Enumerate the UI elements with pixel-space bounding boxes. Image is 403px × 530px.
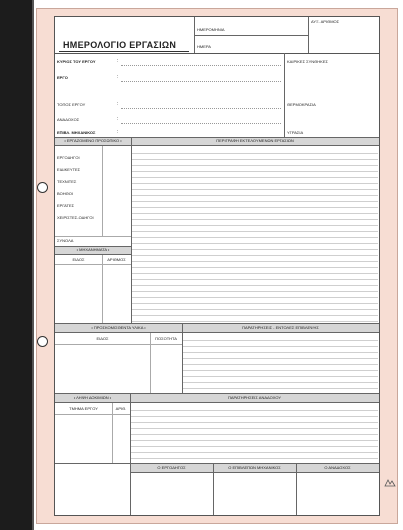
engineer-colon: : [117, 129, 119, 135]
samples-header: • ΛΗΨΗ ΔΟΚΙΜΙΩΝ • [73, 395, 112, 400]
machinery-type-column: ΕΙΔΟΣ [72, 257, 85, 262]
supervision-writing-lines[interactable] [183, 335, 378, 392]
location-field[interactable] [121, 108, 281, 109]
owner-colon: : [117, 58, 119, 64]
machinery-number-column: ΑΡΙΘΜΟΣ [107, 257, 126, 262]
contractor-colon: : [117, 116, 119, 122]
materials-column-divider [150, 333, 151, 393]
punch-hole-top [37, 182, 48, 193]
materials-header: • ΠΡΟΣΚΟΜΙΣΘΕΝΤΑ ΥΛΙΚΑ • [91, 325, 146, 330]
staff-row-6: ΧΕΙΡΙΣΤΕΣ-ΟΔΗΓΟΙ [57, 215, 94, 220]
staff-row-5: ΕΡΓΑΤΕΣ [57, 203, 75, 208]
materials-type-column: ΕΙΔΟΣ [96, 336, 109, 341]
project-label: ΕΡΓΟ [57, 75, 68, 80]
machinery-header: • ΜΗΧΑΝΗΜΑΤΑ • [76, 247, 110, 252]
staff-total-line [55, 236, 131, 237]
day-label: ΗΜΕΡΑ [197, 44, 211, 49]
engineer-signature-box[interactable] [214, 474, 296, 514]
samples-number-column: ΑΡΙΘ. [115, 406, 127, 411]
work-diary-form [54, 16, 380, 516]
samples-header-line [55, 414, 130, 415]
machinery-column-divider [102, 255, 103, 323]
date-label: ΗΜΕΡΟΜΗΝΙΑ [197, 27, 225, 32]
samples-column-divider [112, 403, 113, 463]
description-writing-lines[interactable] [132, 148, 378, 322]
punch-hole-bottom [37, 336, 48, 347]
location-colon: : [117, 101, 119, 107]
owner-field[interactable] [121, 65, 281, 66]
publisher-logo-icon [384, 478, 396, 488]
signatures-left-line [55, 463, 130, 464]
owner-label: ΚΥΡΙΟΣ ΤΟΥ ΕΡΓΟΥ [57, 59, 96, 64]
engineer-signature-label: Ο ΕΠΙΒΛΕΠΩΝ ΜΗΧΑΝΙΚΟΣ [228, 465, 281, 470]
samples-section-column: ΤΜΗΜΑ ΕΡΓΟΥ [69, 406, 98, 411]
binding-edge [32, 0, 34, 530]
weather-label: ΚΑΙΡΙΚΕΣ ΣΥΝΘΗΚΕΣ [287, 59, 328, 64]
staff-total-label: ΣΥΝΟΛΑ [57, 238, 74, 243]
staff-row-4: ΒΟΗΘΟΙ [57, 191, 74, 196]
materials-quantity-column: ΠΟΣΟΤΗΤΑ [155, 336, 177, 341]
project-field[interactable] [121, 81, 281, 82]
machinery-header-line [55, 264, 131, 265]
serial-number-label: ΑΥΞ. ΑΡΙΘΜΟΣ [311, 19, 340, 24]
contractor-label: ΑΝΑΔΟΧΟΣ [57, 117, 80, 122]
humidity-label: ΥΓΡΑΣΙΑ [287, 130, 304, 135]
header-bottom-line [55, 53, 379, 54]
description-header: ΠΕΡΙΓΡΑΦΗ ΕΚΤΕΛΟΥΜΕΝΩΝ ΕΡΓΑΣΙΩΝ [216, 138, 294, 143]
foreman-signature-box[interactable] [131, 474, 213, 514]
staff-row-3: ΤΕΧΝΙΤΕΣ [57, 179, 77, 184]
header-mid-line [194, 35, 308, 36]
project-colon: : [117, 74, 119, 80]
staff-header: • ΕΡΓΑΖΟΜΕΝΟ ΠΡΟΣΩΠΙΚΟ • [64, 138, 122, 143]
form-title: ΗΜΕΡΟΛΟΓΙΟ ΕΡΓΑΣΙΩΝ [63, 40, 177, 50]
contractor-signature-label: Ο ΑΝΑΔΟΧΟΣ [324, 465, 351, 470]
staff-row-1: ΕΡΓΟΔΗΓΟΙ [57, 155, 80, 160]
location-label: ΤΟΠΟΣ ΕΡΓΟΥ [57, 102, 86, 107]
staff-row-2: ΕΙΔΙΚΕΥΤΕΣ [57, 167, 81, 172]
materials-header-line [55, 344, 182, 345]
contractor-writing-lines[interactable] [131, 405, 378, 462]
supervision-notes-header: ΠΑΡΑΤΗΡΗΣΕΙΣ - ΕΝΤΟΛΕΣ ΕΠΙΒΛΕΨΗΣ [242, 325, 319, 330]
contractor-field[interactable] [121, 123, 281, 124]
notebook-binding [0, 0, 32, 530]
staff-count-divider [102, 146, 103, 236]
header-divider-2 [308, 17, 309, 53]
engineer-label: ΕΠΙΒΛ. ΜΗΧΑΝΙΚΟΣ [57, 130, 96, 135]
temperature-label: ΘΕΡΜΟΚΡΑΣΙΑ [287, 102, 316, 107]
contractor-notes-header: ΠΑΡΑΤΗΡΗΣΕΙΣ ΑΝΑΔΟΧΟΥ [227, 395, 282, 400]
title-underline [59, 51, 189, 52]
info-divider [284, 53, 285, 137]
contractor-signature-box[interactable] [297, 474, 378, 514]
foreman-signature-label: Ο ΕΡΓΟΔΗΓΟΣ [157, 465, 186, 470]
